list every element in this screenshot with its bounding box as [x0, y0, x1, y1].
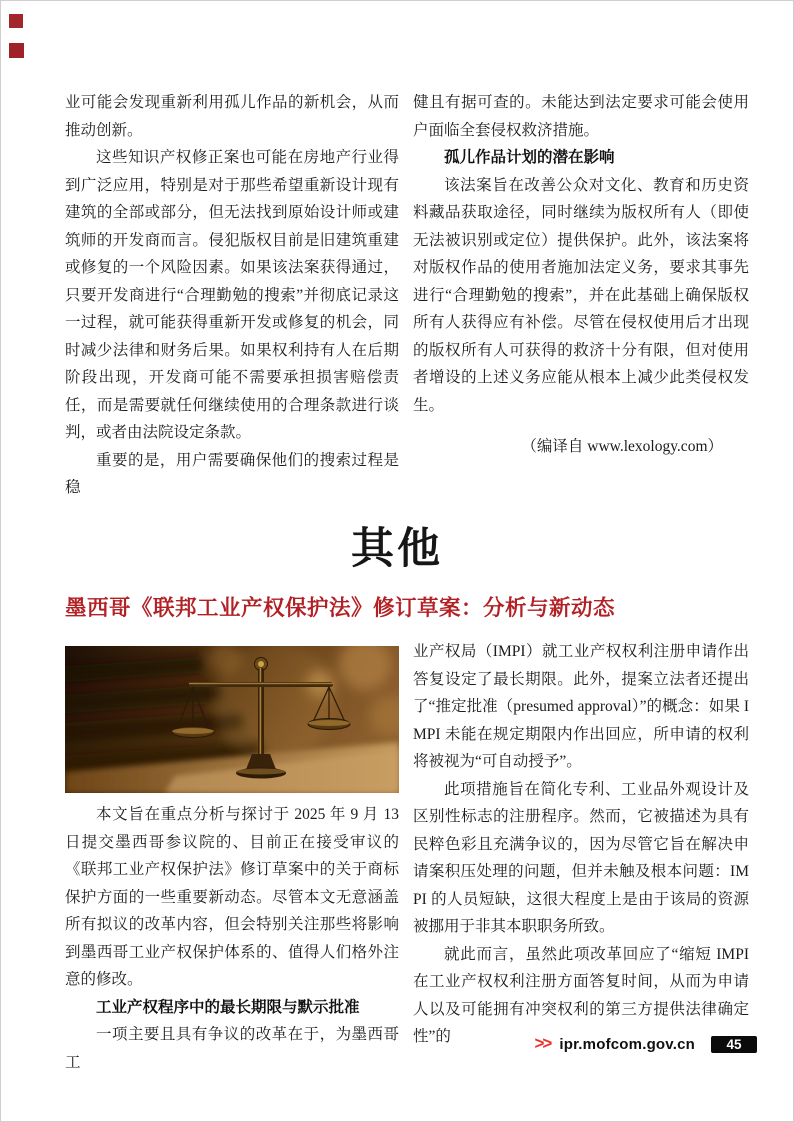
- paragraph: 业可能会发现重新利用孤儿作品的新机会，从而推动创新。: [65, 94, 399, 139]
- bottom-article-right-column: [413, 638, 749, 1051]
- paragraph: 这些知识产权修正案也可能在房地产行业得到广泛应用，特别是对于那些希望重新设计现有建筑的全部或部分，但无法找到原始设计师或建筑师的开发商而言。侵犯版权目前是旧建筑重建或修复的一个风险因素。如果该法案获得通过，只要开发商进行“合理勤勉的搜索”并彻底记录这一过程，就可能获得重新开发或修复的机会，同时减少法律和财务后果。如果权利持有人在后期阶段出现，开发商可能不需要承担损害赔偿责任，而是需要就任何继续使用的合理条款进行谈判，或者由法院设定条款。: [65, 149, 399, 441]
- bottom-article-left-column: [65, 801, 399, 1076]
- section-heading: 其他: [351, 525, 443, 573]
- red-square-marker-icon: [9, 43, 24, 58]
- sub-heading: 孤儿作品计划的潜在影响: [444, 149, 615, 166]
- paragraph: 一项主要且具有争议的改革在于，为墨西哥工: [65, 1026, 399, 1071]
- footer-website-text: ipr.mofcom.gov.cn: [559, 1035, 695, 1053]
- scales-of-justice-photo: [65, 646, 399, 793]
- double-chevron-icon: >>: [534, 1033, 551, 1054]
- red-square-marker-icon: [9, 14, 23, 28]
- paragraph: 此项措施旨在简化专利、工业品外观设计及区别性标志的注册程序。然而，它被描述为具有民粹色彩且充满争议的，因为尽管它旨在解决申请案积压处理的问题，但并未触及根本问题：IMPI 的人员短缺，这很大程度上是由于该局的资源被挪用于非其本职职务所致。: [413, 780, 749, 935]
- paragraph: 就此而言，虽然此项改革回应了“缩短 IMPI 在工业产权权利注册方面答复时间，从而为申请人以及可能拥有冲突权利的第三方提供法律确定性”的: [413, 945, 749, 1045]
- source-attribution: （编译自 www.lexology.com）: [521, 438, 723, 455]
- article-title: 墨西哥《联邦工业产权保护法》修订草案：分析与新动态: [65, 596, 616, 620]
- top-article-left-column: [65, 89, 399, 502]
- top-article-right-column: [413, 89, 749, 461]
- paragraph: 本文旨在重点分析与探讨于 2025 年 9 月 13 日提交墨西哥参议院的、目前正在接受审议的《联邦工业产权保护法》修订草案中的关于商标保护方面的一些重要新动态。尽管本文无意涵盖所有拟议的改革内容，但会特别关注那些将影响到墨西哥工业产权保护体系的、值得人们格外注意的修改。: [65, 806, 399, 988]
- sub-heading: 工业产权程序中的最长期限与默示批准: [96, 998, 360, 1016]
- paragraph: 业产权局（IMPI）就工业产权权利注册申请作出答复设定了最长期限。此外，提案立法者还提出了“推定批准（presumed approval）”的概念：如果 IMPI 未能在规定期限内作出回应，所申请的权利将被视为“可自动授予”。: [413, 643, 749, 770]
- page-footer: [535, 1034, 758, 1054]
- page-number-badge: 45: [711, 1036, 757, 1053]
- paragraph: 健且有据可查的。未能达到法定要求可能会使用户面临全套侵权救济措施。: [413, 94, 749, 139]
- scales-of-justice-illustration: [65, 646, 399, 793]
- paragraph: 重要的是，用户需要确保他们的搜索过程是稳: [65, 451, 399, 496]
- paragraph: 该法案旨在改善公众对文化、教育和历史资料藏品获取途径，同时继续为版权所有人（即使无法被识别或定位）提供保护。此外，该法案将对版权作品的使用者施加法定义务，要求其事先进行“合理勤勉的搜索”，并在此基础上确保版权所有人获得应有补偿。尽管在侵权使用后才出现的版权所有人可获得的救济十分有限，但对使用者增设的上述义务应能从根本上减少此类侵权发生。: [413, 176, 749, 414]
